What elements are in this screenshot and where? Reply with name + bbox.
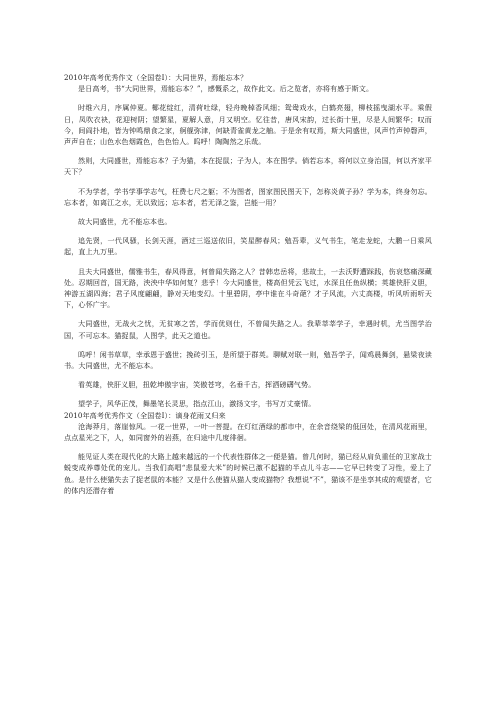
body-paragraph: 能见证人类在现代化的大路上越来越远的一个代表性群体之一便是猫。曾几何时，猫已经从肩负重任的卫家战士蜕变成养尊处优的宠儿。当我们高唱“悲鼠爱大米”的时候已激不起猫的半点儿斗志——它早已转变了习性，爱上了鱼。是什么使猫失去了捉老鼠的本能？又是什么使猫从猫人变成猫物？我想说“不”，猫该不是坐享其成的观望者，它的体内还潜存着 [64,452,432,495]
body-paragraph: 呜呼！闲书草草，幸承恩于盛世；挽砖引玉，是所望于群英。聊赋对联一则，勉吾学子，闻鸡晨舞剑，悬梁夜读书。大同盛世，尤不能忘本。 [64,349,432,371]
essay-title: 2010年高考优秀作文（全国卷Ⅰ）：大同世界，焉能忘本？ [64,73,248,82]
body-paragraph: 看英雄，侠肝义胆，扭乾坤傲宇宙，笑傲苍穹，名垂千古，挥洒磅礴气势。 [78,380,316,390]
body-paragraph: 且夫大同盛世，儒雅书生，春风得意，何曾闻失路之人？昔韩忠岳将，悲故土，一去沃野遭踩践，伤哀悠痛深藏处。忍期回首，国无路，泱泱中华如何复？悲乎！今大同盛世，楼高但凭云飞过，水深且任鱼纵横；英雄侠肝义胆，神游五湖四海；君子风度翩翩，静对天地变幻。十里碧阴，亭中谁在斗奇葩？才子风流，六丈高楼，听风听雨听天下，心怀广宇。 [64,266,432,310]
essay-title: 2010年高考优秀作文（全国卷Ⅰ）：谪身花雨又归来 [64,410,226,420]
body-paragraph: 望学子，风华正茂，舞墨笔长灵思，指点江山，激扬文字，书写万丈豪情。 [78,399,316,409]
body-paragraph: 然则，大同盛世，焉能忘本？子为猫，本在捉鼠；子为人，本在图学。倘若忘本，将何以立身治国，何以齐家平天下？ [64,156,432,177]
body-paragraph: 是日高考，书“大同世界，焉能忘本？”，感慨系之，故作此文。后之览者，亦将有感于斯文。 [78,84,374,94]
body-paragraph: 追先贤，一代风骚，长剑天涯，酒过三巡送依旧，笑星醉春风；勉吾辈，义气书生，笔走龙蛇，大鹏一日乘风起，直上九万里。 [64,236,432,257]
body-paragraph: 大同盛世，无战火之忧，无贫寒之苦，学而优则仕，不曾闻失路之人。我辈莘莘学子，幸遇时机，尤当图学治国，不可忘本。猫捉鼠，人图学，此天之道也。 [64,319,432,340]
body-paragraph: 沧海莽月，落崖惊风。一花一世界，一叶一菩提。在灯红酒绿的都市中，在余音绕梁的低回处，在清风花雨里，点点星光之下，人，如同窗外的岩燕，在归途中几度徘徊。 [64,421,432,443]
body-paragraph: 时维六月，序属仲夏。椰花绽红，清荷吐绿，轻舟晚棹香风细；鸳鸯戏水，白鹤亮翅，柳枝摇曳湖水平。乘假日，凤吹衣袂，花迎树阴；望繁星，夏解人意，月又明空。忆往昔，唐风宋韵，过长街十里，尽是人间繁华；叹而今，间阎扑地，皆为钟鸣鼎食之家，舸舰弥津，何缺青雀黄龙之舳。于是余有叹焉，斯大同盛世，风声竹声钟磬声，声声自在；山色水色烟霞色，色色怡人。呜呼！陶陶然之乐哉。 [64,103,432,147]
body-paragraph: 不为学者，学书学事学志气，枉费七尺之躯；不为图者，图家图民图天下，怎称炎黄子孙？学为本，终身勿忘。忘本者，如离江之水，无以致远；忘本者，若无泽之鉴，岂能一用？ [64,186,432,207]
body-paragraph: 故大同盛世，尤不能忘本也。 [78,217,172,227]
